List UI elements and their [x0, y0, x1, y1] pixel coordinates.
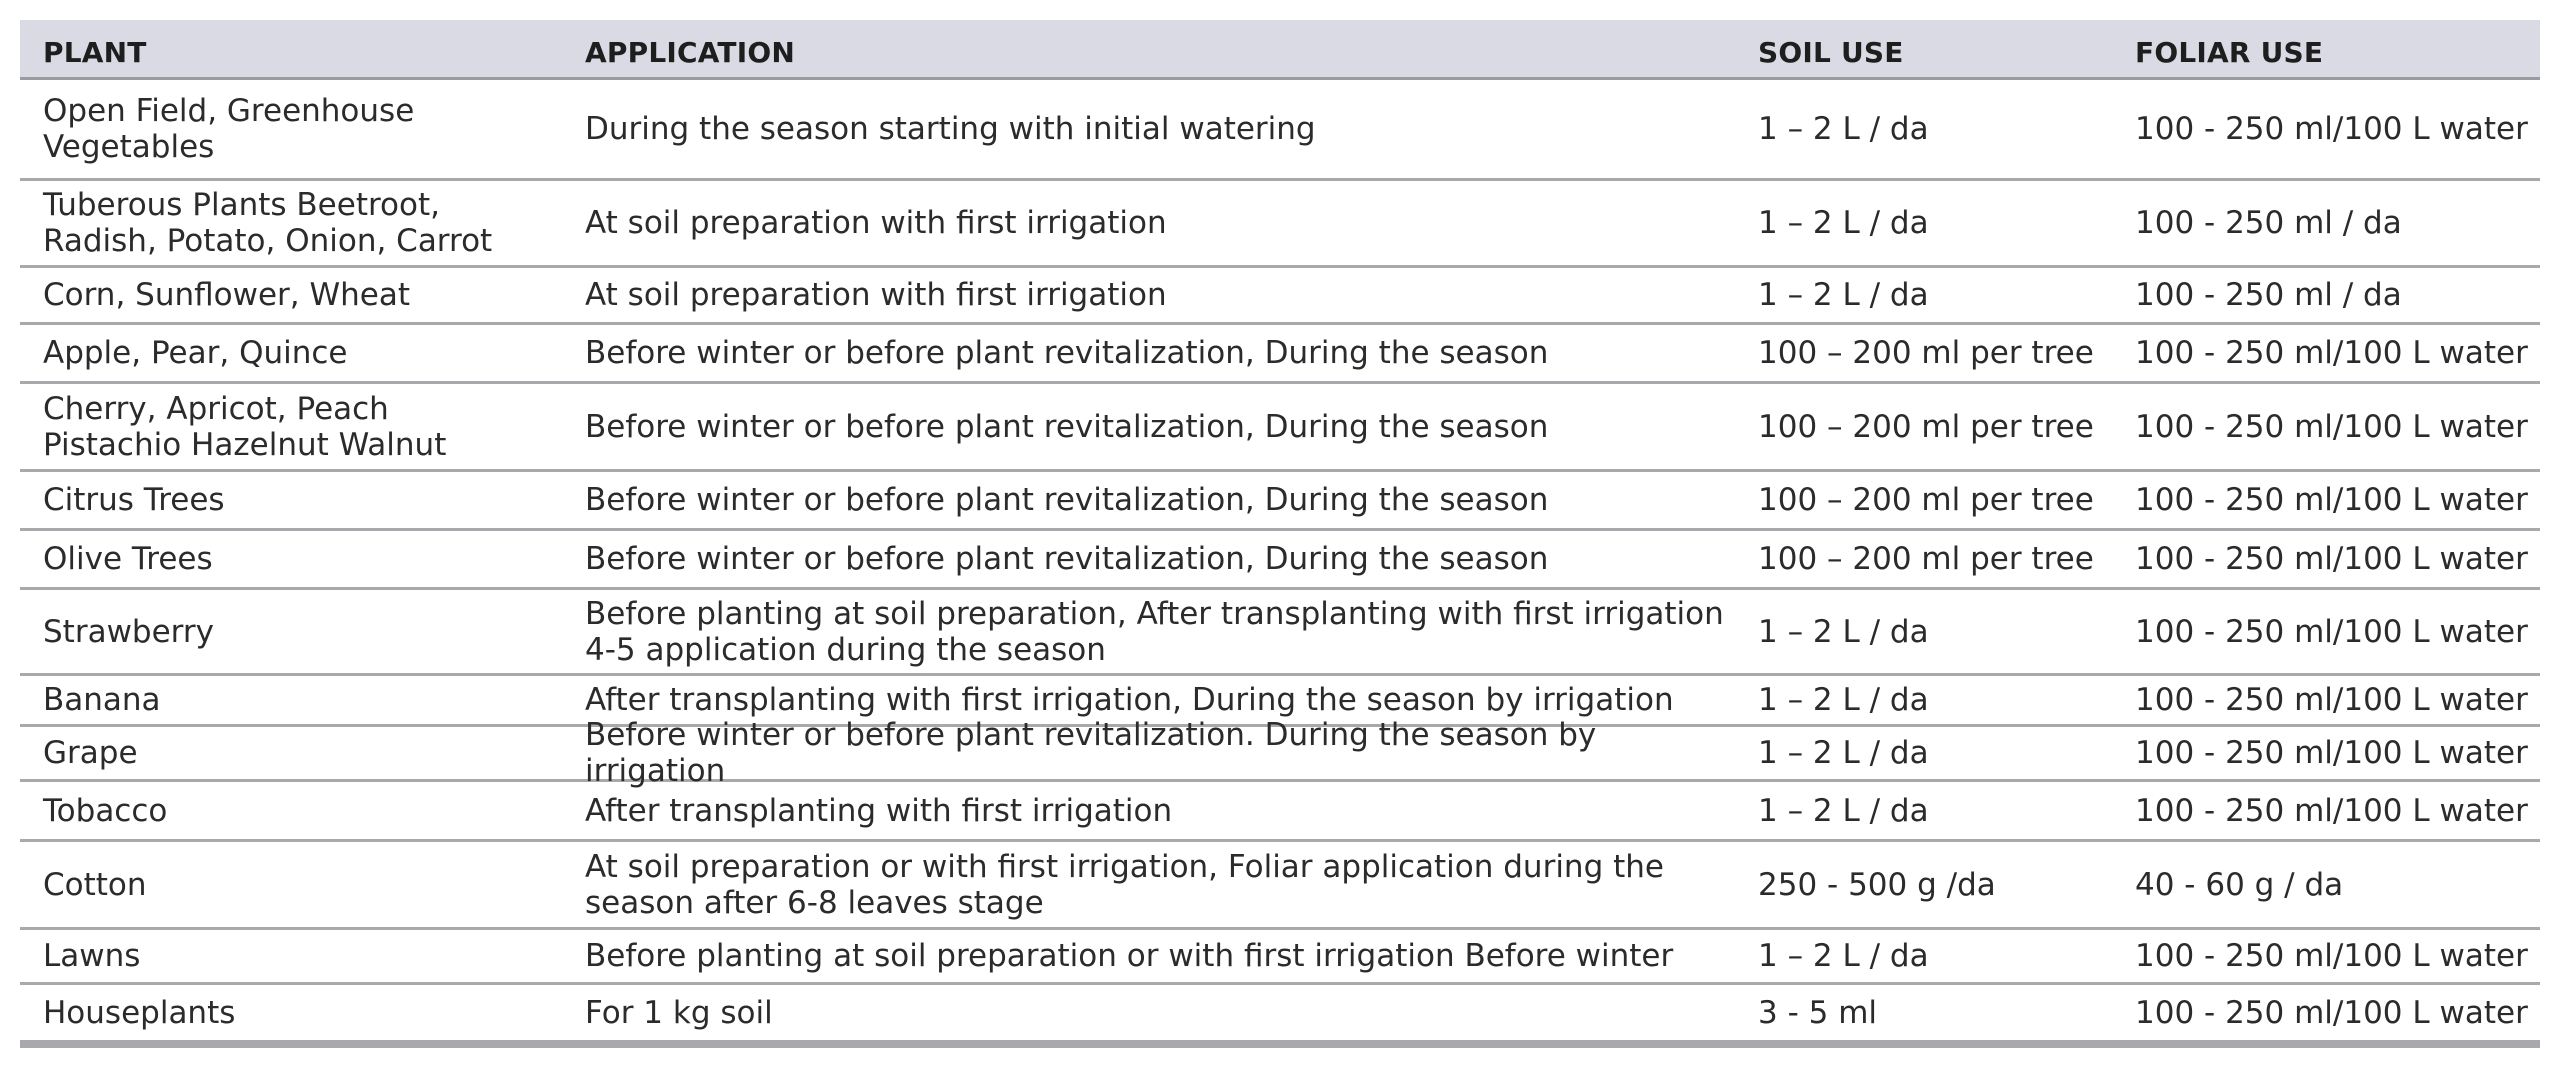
cell-soil-use: 1 – 2 L / da: [1758, 682, 1929, 718]
cell-application: Before winter or before plant revitalization, During the season: [585, 335, 1549, 371]
cell-foliar-use: 100 - 250 ml / da: [2135, 205, 2402, 241]
header-application: APPLICATION: [585, 36, 795, 69]
cell-soil-use: 1 – 2 L / da: [1758, 613, 1929, 650]
table-row: [20, 325, 2540, 384]
cell-application: Before winter or before plant revitalization, During the season: [585, 541, 1549, 577]
cell-application: After transplanting with first irrigation, During the season by irrigation: [585, 682, 1674, 718]
cell-application: For 1 kg soil: [585, 994, 773, 1031]
cell-soil-use: 1 – 2 L / da: [1758, 735, 1929, 771]
cell-foliar-use: 100 - 250 ml/100 L water: [2135, 541, 2528, 577]
cell-foliar-use: 100 - 250 ml/100 L water: [2135, 335, 2528, 371]
cell-application: Before winter or before plant revitalization. During the season by irrigation: [585, 717, 1597, 789]
cell-plant: Grape: [43, 735, 138, 771]
cell-plant: Olive Trees: [43, 541, 213, 577]
cell-application: Before planting at soil preparation or with first irrigation Before winter: [585, 938, 1674, 974]
cell-foliar-use: 100 - 250 ml/100 L water: [2135, 111, 2528, 147]
cell-application: At soil preparation or with first irrigation, Foliar application during the season after 6-8 leaves stage: [585, 848, 1664, 921]
cell-foliar-use: 100 - 250 ml / da: [2135, 277, 2402, 313]
table-header: [20, 20, 2540, 80]
table-row: [20, 930, 2540, 985]
cell-soil-use: 1 – 2 L / da: [1758, 205, 1929, 241]
cell-foliar-use: 100 - 250 ml/100 L water: [2135, 408, 2528, 445]
table-row: [20, 717, 2540, 789]
cell-plant: Strawberry: [43, 613, 214, 650]
table-row: [20, 531, 2540, 590]
cell-plant: Cotton: [43, 866, 147, 903]
cell-soil-use: 100 – 200 ml per tree: [1758, 482, 2094, 518]
cell-soil-use: 250 - 500 g /da: [1758, 866, 1996, 903]
cell-foliar-use: 100 - 250 ml/100 L water: [2135, 938, 2528, 974]
cell-application: Before planting at soil preparation, After transplanting with first irrigation 4-5 application during the season: [585, 595, 1724, 668]
cell-plant: Banana: [43, 682, 161, 718]
cell-foliar-use: 100 - 250 ml/100 L water: [2135, 735, 2528, 771]
cell-application: During the season starting with initial watering: [585, 111, 1316, 147]
cell-foliar-use: 100 - 250 ml/100 L water: [2135, 994, 2528, 1031]
table-row: [20, 590, 2540, 676]
table-row: [20, 80, 2540, 181]
header-plant: PLANT: [43, 36, 147, 69]
cell-soil-use: 100 – 200 ml per tree: [1758, 335, 2094, 371]
cell-foliar-use: 100 - 250 ml/100 L water: [2135, 482, 2528, 518]
cell-plant: Corn, Sunflower, Wheat: [43, 277, 411, 313]
cell-plant: Tobacco: [43, 792, 168, 829]
cell-application: At soil preparation with first irrigation: [585, 277, 1167, 313]
cell-plant: Citrus Trees: [43, 482, 225, 518]
cell-soil-use: 1 – 2 L / da: [1758, 277, 1929, 313]
cell-foliar-use: 100 - 250 ml/100 L water: [2135, 792, 2528, 829]
cell-plant: Apple, Pear, Quince: [43, 335, 348, 371]
cell-plant: Houseplants: [43, 994, 236, 1031]
table-body: [20, 80, 2540, 1048]
cell-foliar-use: 40 - 60 g / da: [2135, 866, 2344, 903]
cell-soil-use: 1 – 2 L / da: [1758, 792, 1929, 829]
cell-application: At soil preparation with first irrigation: [585, 205, 1167, 241]
cell-application: Before winter or before plant revitalization, During the season: [585, 482, 1549, 518]
cell-soil-use: 100 – 200 ml per tree: [1758, 408, 2094, 445]
cell-foliar-use: 100 - 250 ml/100 L water: [2135, 682, 2528, 718]
table-row: [20, 985, 2540, 1048]
cell-soil-use: 100 – 200 ml per tree: [1758, 541, 2094, 577]
cell-plant: Open Field, Greenhouse Vegetables: [43, 93, 415, 165]
table-row: [20, 472, 2540, 531]
table-row: [20, 384, 2540, 472]
cell-application: Before winter or before plant revitalization, During the season: [585, 408, 1549, 445]
cell-plant: Cherry, Apricot, Peach Pistachio Hazelnut Walnut: [43, 390, 447, 463]
header-foliar-use: FOLIAR USE: [2135, 36, 2324, 69]
cell-application: After transplanting with first irrigation: [585, 792, 1173, 829]
table-row: [20, 268, 2540, 325]
table-row: [20, 181, 2540, 268]
cell-soil-use: 3 - 5 ml: [1758, 994, 1878, 1031]
header-soil-use: SOIL USE: [1758, 36, 1904, 69]
cell-soil-use: 1 – 2 L / da: [1758, 938, 1929, 974]
table-row: [20, 782, 2540, 842]
table-row: [20, 842, 2540, 930]
cell-soil-use: 1 – 2 L / da: [1758, 111, 1929, 147]
cell-foliar-use: 100 - 250 ml/100 L water: [2135, 613, 2528, 650]
cell-plant: Tuberous Plants Beetroot, Radish, Potato, Onion, Carrot: [43, 187, 493, 259]
usage-table: [20, 20, 2540, 1048]
cell-plant: Lawns: [43, 938, 141, 974]
